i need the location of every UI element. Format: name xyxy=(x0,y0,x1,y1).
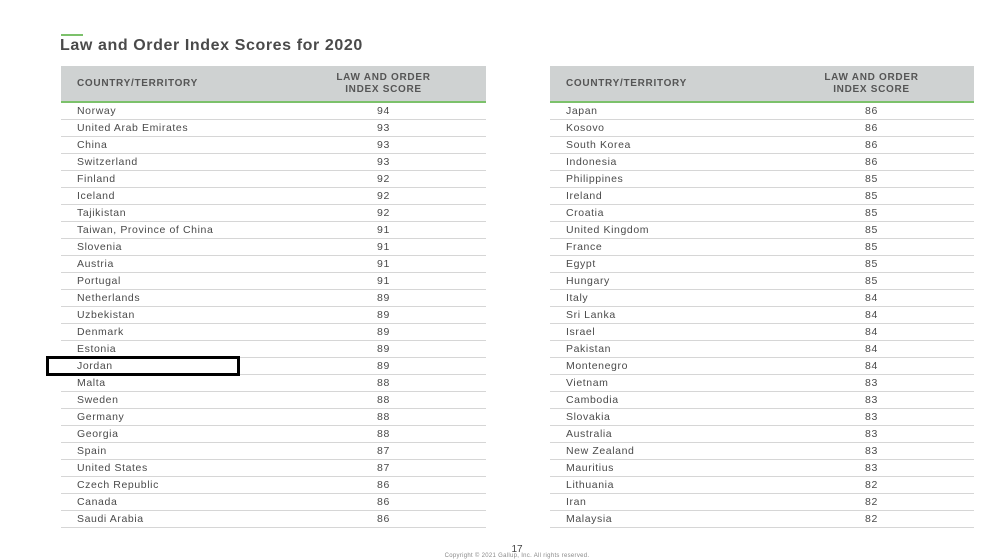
score-cell: 85 xyxy=(769,222,974,239)
score-cell: 86 xyxy=(281,477,486,494)
score-cell: 83 xyxy=(769,426,974,443)
country-cell: Croatia xyxy=(550,205,769,222)
table-body-left xyxy=(61,102,486,528)
table-row xyxy=(61,324,486,341)
score-cell: 93 xyxy=(281,137,486,154)
country-cell: New Zealand xyxy=(550,443,769,460)
country-cell: Vietnam xyxy=(550,375,769,392)
score-cell: 93 xyxy=(281,154,486,171)
score-header-line1: LAW AND ORDER xyxy=(824,71,919,83)
score-cell: 85 xyxy=(769,171,974,188)
score-cell: 86 xyxy=(281,511,486,528)
country-cell: Germany xyxy=(61,409,281,426)
score-cell: 87 xyxy=(281,460,486,477)
country-cell: Cambodia xyxy=(550,392,769,409)
score-cell: 82 xyxy=(769,494,974,511)
score-cell: 88 xyxy=(281,409,486,426)
table-row xyxy=(550,358,974,375)
score-cell: 89 xyxy=(281,341,486,358)
score-cell: 83 xyxy=(769,460,974,477)
table-row xyxy=(550,256,974,273)
table-row xyxy=(61,426,486,443)
table-row xyxy=(550,137,974,154)
table-row xyxy=(61,392,486,409)
score-header-line2: INDEX SCORE xyxy=(345,83,422,95)
country-cell: Georgia xyxy=(61,426,281,443)
score-cell: 91 xyxy=(281,239,486,256)
table-row xyxy=(61,443,486,460)
table-row xyxy=(550,426,974,443)
country-cell: Switzerland xyxy=(61,154,281,171)
table-row xyxy=(550,511,974,528)
score-cell: 92 xyxy=(281,188,486,205)
table-row xyxy=(550,154,974,171)
country-cell: Norway xyxy=(61,102,281,120)
country-cell: Sri Lanka xyxy=(550,307,769,324)
country-cell: Portugal xyxy=(61,273,281,290)
country-cell: Lithuania xyxy=(550,477,769,494)
country-cell: South Korea xyxy=(550,137,769,154)
score-cell: 85 xyxy=(769,205,974,222)
score-cell: 87 xyxy=(281,443,486,460)
country-cell: Australia xyxy=(550,426,769,443)
table-row xyxy=(550,188,974,205)
score-cell: 89 xyxy=(281,324,486,341)
country-cell: Indonesia xyxy=(550,154,769,171)
copyright-notice: Copyright © 2021 Gallup, Inc. All rights reserved. xyxy=(444,553,590,559)
table-row xyxy=(61,188,486,205)
table-row xyxy=(550,290,974,307)
table-row xyxy=(61,477,486,494)
table-row xyxy=(550,494,974,511)
country-cell: France xyxy=(550,239,769,256)
country-cell: Egypt xyxy=(550,256,769,273)
score-cell: 89 xyxy=(281,307,486,324)
score-cell: 83 xyxy=(769,375,974,392)
table-row xyxy=(61,102,486,120)
table-row xyxy=(550,205,974,222)
score-cell: 91 xyxy=(281,222,486,239)
table-row xyxy=(61,256,486,273)
table-row xyxy=(61,494,486,511)
score-header-line1: LAW AND ORDER xyxy=(336,71,431,83)
score-cell: 85 xyxy=(769,188,974,205)
score-cell: 93 xyxy=(281,120,486,137)
country-cell: Sweden xyxy=(61,392,281,409)
country-cell: Ireland xyxy=(550,188,769,205)
score-cell: 83 xyxy=(769,443,974,460)
table-row xyxy=(61,511,486,528)
score-cell: 86 xyxy=(769,137,974,154)
country-cell: Jordan xyxy=(61,358,281,375)
table-header-row xyxy=(61,66,486,102)
table-row xyxy=(550,324,974,341)
country-cell: Kosovo xyxy=(550,120,769,137)
score-cell: 89 xyxy=(281,358,486,375)
table-row xyxy=(61,341,486,358)
score-cell: 83 xyxy=(769,409,974,426)
country-cell: China xyxy=(61,137,281,154)
score-cell: 86 xyxy=(769,120,974,137)
page-number: 17 xyxy=(511,544,523,555)
table-row xyxy=(61,137,486,154)
country-cell: Netherlands xyxy=(61,290,281,307)
table-row xyxy=(61,409,486,426)
score-header-line2: INDEX SCORE xyxy=(833,83,910,95)
country-cell: Malta xyxy=(61,375,281,392)
country-column-header: COUNTRY/TERRITORY xyxy=(61,66,281,102)
country-cell: Pakistan xyxy=(550,341,769,358)
score-cell: 91 xyxy=(281,256,486,273)
country-cell: Italy xyxy=(550,290,769,307)
score-cell: 85 xyxy=(769,256,974,273)
table-row xyxy=(61,171,486,188)
country-cell: United Kingdom xyxy=(550,222,769,239)
score-cell: 88 xyxy=(281,426,486,443)
table-row xyxy=(61,205,486,222)
score-cell: 92 xyxy=(281,205,486,222)
scores-table-left xyxy=(61,66,486,528)
table-row xyxy=(550,392,974,409)
table-row xyxy=(61,375,486,392)
country-column-header: COUNTRY/TERRITORY xyxy=(550,66,769,102)
table-row xyxy=(550,409,974,426)
score-cell: 92 xyxy=(281,171,486,188)
country-cell: Uzbekistan xyxy=(61,307,281,324)
country-cell: Tajikistan xyxy=(61,205,281,222)
country-cell: Slovakia xyxy=(550,409,769,426)
table-row xyxy=(550,273,974,290)
score-cell: 84 xyxy=(769,290,974,307)
score-cell: 84 xyxy=(769,307,974,324)
table-row xyxy=(550,443,974,460)
score-cell: 88 xyxy=(281,375,486,392)
country-cell: Spain xyxy=(61,443,281,460)
country-cell: Iceland xyxy=(61,188,281,205)
table-row xyxy=(550,171,974,188)
title-accent-line xyxy=(61,34,83,36)
score-cell: 82 xyxy=(769,511,974,528)
score-cell: 82 xyxy=(769,477,974,494)
score-cell: 86 xyxy=(769,154,974,171)
table-row xyxy=(550,460,974,477)
country-cell: Slovenia xyxy=(61,239,281,256)
country-cell: Estonia xyxy=(61,341,281,358)
country-cell: Malaysia xyxy=(550,511,769,528)
country-cell: Canada xyxy=(61,494,281,511)
score-cell: 85 xyxy=(769,273,974,290)
country-cell: Mauritius xyxy=(550,460,769,477)
score-cell: 94 xyxy=(281,102,486,120)
score-cell: 89 xyxy=(281,290,486,307)
table-row xyxy=(61,222,486,239)
score-column-header xyxy=(281,66,486,102)
country-cell: Hungary xyxy=(550,273,769,290)
country-cell: Japan xyxy=(550,102,769,120)
table-row xyxy=(61,120,486,137)
country-cell: Austria xyxy=(61,256,281,273)
country-cell: Taiwan, Province of China xyxy=(61,222,281,239)
table-row xyxy=(550,375,974,392)
table-row xyxy=(61,307,486,324)
country-cell: United States xyxy=(61,460,281,477)
table-header-row xyxy=(550,66,974,102)
country-cell: Finland xyxy=(61,171,281,188)
table-row xyxy=(550,222,974,239)
table-row xyxy=(550,102,974,120)
score-column-header xyxy=(769,66,974,102)
page-title: Law and Order Index Scores for 2020 xyxy=(60,37,363,54)
country-cell: Montenegro xyxy=(550,358,769,375)
country-cell: Philippines xyxy=(550,171,769,188)
score-cell: 83 xyxy=(769,392,974,409)
country-cell: Israel xyxy=(550,324,769,341)
table-row xyxy=(61,239,486,256)
table-row xyxy=(61,460,486,477)
table-row xyxy=(550,307,974,324)
jordan-highlight-box xyxy=(46,356,240,376)
score-cell: 84 xyxy=(769,324,974,341)
score-cell: 84 xyxy=(769,358,974,375)
score-cell: 86 xyxy=(769,102,974,120)
table-row xyxy=(61,154,486,171)
table-row xyxy=(550,341,974,358)
table-row xyxy=(61,273,486,290)
score-cell: 88 xyxy=(281,392,486,409)
table-row xyxy=(550,239,974,256)
country-cell: United Arab Emirates xyxy=(61,120,281,137)
score-cell: 84 xyxy=(769,341,974,358)
score-cell: 85 xyxy=(769,239,974,256)
country-cell: Saudi Arabia xyxy=(61,511,281,528)
table-body-right xyxy=(550,102,974,528)
score-cell: 86 xyxy=(281,494,486,511)
scores-table-right xyxy=(550,66,974,528)
table-row xyxy=(550,120,974,137)
score-cell: 91 xyxy=(281,273,486,290)
table-row xyxy=(550,477,974,494)
table-row xyxy=(61,290,486,307)
country-cell: Iran xyxy=(550,494,769,511)
country-cell: Czech Republic xyxy=(61,477,281,494)
country-cell: Denmark xyxy=(61,324,281,341)
